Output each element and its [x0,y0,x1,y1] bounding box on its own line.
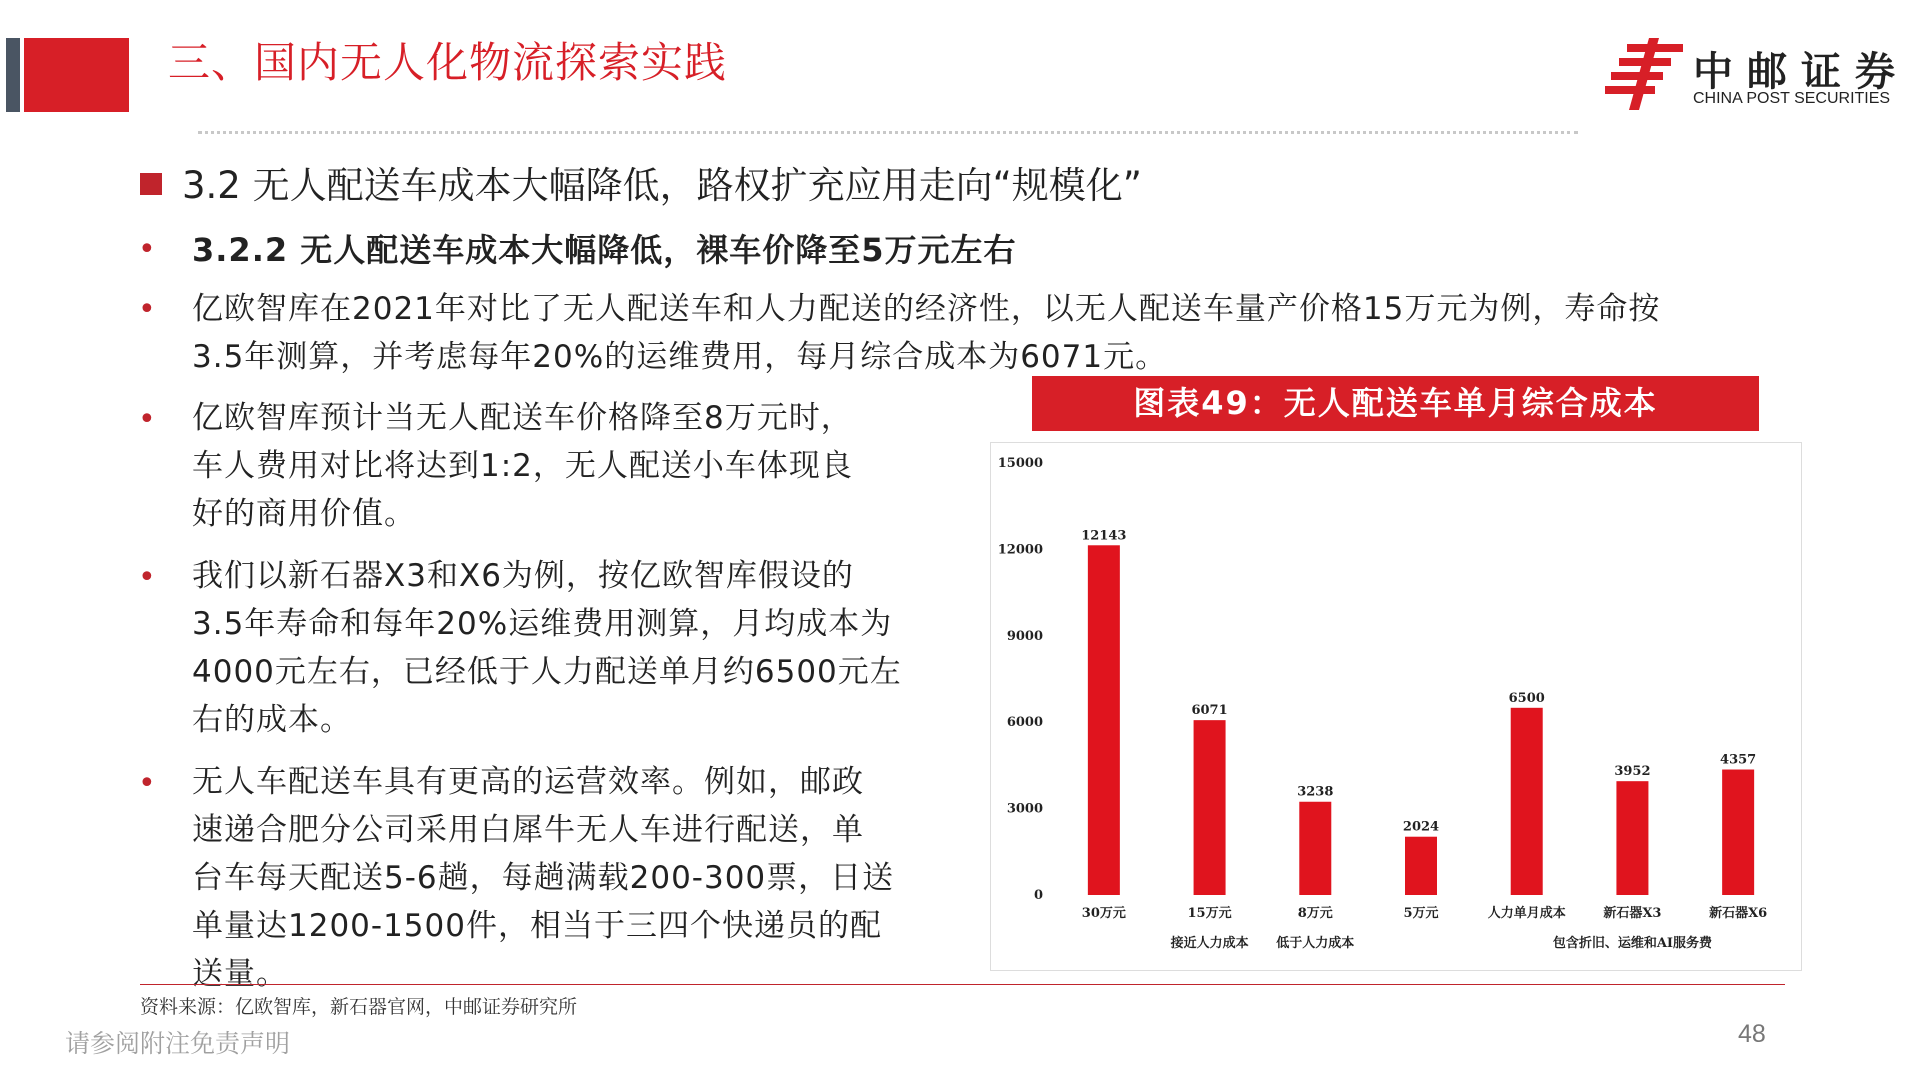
annotation: 接近人力成本 [1170,936,1249,951]
header-divider [198,131,1578,134]
bar [1194,720,1226,895]
data-label: 3238 [1297,784,1334,800]
paragraph-line: 好的商用价值。 [192,496,416,532]
disclaimer-link[interactable]: 请参阅附注免责声明 [65,1029,291,1058]
bullet-dot-icon: • [138,402,156,437]
y-tick-label: 3000 [1006,801,1043,817]
paragraph-line: 速递合肥分公司采用白犀牛无人车进行配送，单 [192,812,864,848]
bar [1722,770,1754,895]
data-label: 3952 [1614,764,1651,780]
y-tick-label: 6000 [1006,715,1043,731]
paragraph-line: 4000元左右，已经低于人力配送单月约6500元左 [192,654,902,690]
bullet-dot-icon: • [138,766,156,801]
bullet-dot-icon: • [138,560,156,595]
y-tick-label: 15000 [997,456,1043,471]
company-logo [1605,40,1909,110]
paragraph-line: 亿欧智库在2021年对比了无人配送车和人力配送的经济性，以无人配送车量产价格15万元为例，寿命按 [192,291,1661,327]
bar [1405,837,1437,895]
x-tick-label: 5万元 [1403,906,1439,921]
bar [1088,545,1120,895]
chart-title: 图表49：无人配送车单月综合成本 [1032,376,1759,431]
data-label: 4357 [1720,752,1757,768]
paragraph-line: 亿欧智库预计当无人配送车价格降至8万元时， [192,400,853,436]
paragraph-line: 无人车配送车具有更高的运营效率。例如，邮政 [192,764,864,800]
data-label: 12143 [1081,528,1127,544]
header-accent-red [24,38,129,112]
subheading: 3.2.2 无人配送车成本大幅降低，裸车价降至5万元左右 [192,231,1017,269]
x-tick-label: 新石器X3 [1603,906,1662,921]
paragraph-line: 单量达1200-1500件，相当于三四个快递员的配 [192,908,882,944]
bar [1511,708,1543,895]
section-heading-text: 3.2 无人配送车成本大幅降低，路权扩充应用走向“规模化” [182,164,1142,207]
section-heading [140,155,1142,209]
annotation: 低于人力成本 [1276,936,1355,951]
bar [1299,802,1331,895]
data-label: 6500 [1508,690,1545,706]
paragraph-line: 右的成本。 [192,702,352,738]
page-number: 48 [1738,1020,1766,1048]
square-bullet-icon [140,173,162,195]
y-tick-label: 0 [1033,888,1043,903]
bar-chart [991,443,1801,970]
logo-chinese-name: 中邮证券 [1693,49,1909,95]
paragraph-line: 台车每天配送5-6趟，每趟满载200-300票，日送 [192,860,895,896]
footer-divider [140,984,1785,985]
y-tick-label: 9000 [1006,628,1043,644]
paragraph-line: 我们以新石器X3和X6为例，按亿欧智库假设的 [192,558,854,594]
paragraph-line: 车人费用对比将达到1:2，无人配送小车体现良 [192,448,853,484]
bullet-dot-icon: • [138,292,156,327]
paragraph-line: 送量。 [192,956,288,992]
logo-english-name: CHINA POST SECURITIES [1693,90,1891,107]
x-tick-label: 15万元 [1187,906,1232,921]
data-label: 2024 [1402,819,1440,835]
x-tick-label: 人力单月成本 [1487,906,1566,921]
annotation: 包含折旧、运维和AI服务费 [1552,936,1713,951]
paragraph-line: 3.5年测算，并考虑每年20%的运维费用，每月综合成本为6071元。 [192,339,1168,375]
bullet-dot-icon: • [138,232,156,267]
paragraph-line: 3.5年寿命和每年20%运维费用测算，月均成本为 [192,606,893,642]
header-accent-grey [6,38,20,112]
data-label: 6071 [1191,703,1228,719]
chart-frame [990,442,1802,971]
page-title: 三、国内无人化物流探索实践 [168,38,728,87]
x-tick-label: 8万元 [1297,906,1333,921]
x-tick-label: 新石器X6 [1709,906,1768,921]
china-post-logo-icon [1605,38,1685,110]
x-tick-label: 30万元 [1081,906,1126,921]
bar [1616,781,1648,895]
source-note: 资料来源：亿欧智库，新石器官网，中邮证券研究所 [140,996,578,1018]
y-tick-label: 12000 [997,542,1043,558]
